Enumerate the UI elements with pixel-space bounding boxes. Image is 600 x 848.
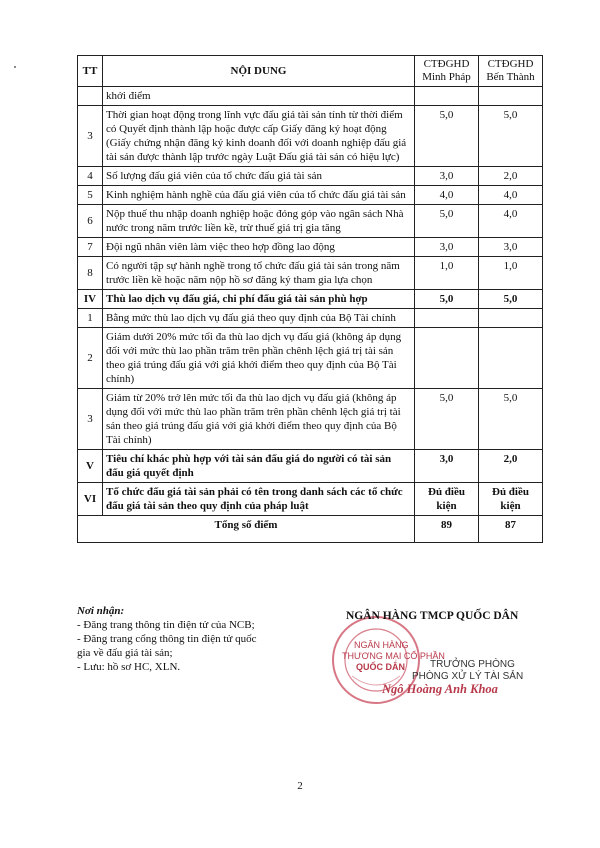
table-header-row xyxy=(78,56,543,87)
recipient-line: - Đăng trang cổng thông tin điện tử quốc gia về đấu giá tài sản; xyxy=(77,633,257,659)
header-minh-phap: CTĐGHD Minh Pháp xyxy=(415,56,479,87)
score-ben-thanh: 3,0 xyxy=(479,238,543,257)
score-minh-phap: 1,0 xyxy=(415,257,479,290)
row-content: Kinh nghiệm hành nghề của đấu giá viên của tổ chức đấu giá tài sản xyxy=(103,186,415,205)
total-row xyxy=(78,516,543,543)
table-row xyxy=(78,389,543,450)
table-row xyxy=(78,309,543,328)
table-row xyxy=(78,290,543,309)
score-minh-phap xyxy=(415,87,479,106)
row-number xyxy=(78,87,103,106)
row-number: 5 xyxy=(78,186,103,205)
row-content: Đội ngũ nhân viên làm việc theo hợp đồng lao động xyxy=(103,238,415,257)
scoring-table xyxy=(77,55,543,543)
signer-name: Ngô Hoàng Anh Khoa xyxy=(382,682,498,696)
table-row xyxy=(78,167,543,186)
role-line: PHÒNG XỬ LÝ TÀI SẢN xyxy=(412,671,524,682)
score-minh-phap: Đủ điều kiện xyxy=(415,483,479,516)
row-content: Có người tập sự hành nghề trong tổ chức đấu giá tài sản trong năm trước liền kề hoặc năm nộp hồ sơ đăng ký tham gia lựa chọn xyxy=(103,257,415,290)
row-number: IV xyxy=(78,290,103,309)
scan-speck xyxy=(14,66,16,68)
row-content: Bằng mức thù lao dịch vụ đấu giá theo quy định của Bộ Tài chính xyxy=(103,309,415,328)
row-content: Nộp thuế thu nhập doanh nghiệp hoặc đóng góp vào ngân sách Nhà nước trong năm trước liền kề, trừ thuế giá trị gia tăng xyxy=(103,205,415,238)
score-minh-phap xyxy=(415,328,479,389)
score-ben-thanh: Đủ điều kiện xyxy=(479,483,543,516)
score-ben-thanh xyxy=(479,87,543,106)
row-number: V xyxy=(78,450,103,483)
score-minh-phap: 5,0 xyxy=(415,389,479,450)
recipient-line: - Lưu: hồ sơ HC, XLN. xyxy=(77,661,181,673)
score-ben-thanh xyxy=(479,309,543,328)
table-row xyxy=(78,257,543,290)
signature-block xyxy=(330,604,570,714)
table-row xyxy=(78,106,543,167)
row-number: 2 xyxy=(78,328,103,389)
row-content: Tổ chức đấu giá tài sản phải có tên trong danh sách các tổ chức đấu giá tài sản theo quy định của pháp luật xyxy=(103,483,415,516)
row-number: 3 xyxy=(78,389,103,450)
row-content: Tiêu chí khác phù hợp với tài sản đấu giá do người có tài sản đấu giá quyết định xyxy=(103,450,415,483)
total-minh-phap: 89 xyxy=(415,516,479,543)
row-content: Thù lao dịch vụ đấu giá, chi phí đấu giá tài sản phù hợp xyxy=(103,290,415,309)
row-content: Giảm dưới 20% mức tối đa thù lao dịch vụ đấu giá (không áp dụng đối với mức thù lao phần trăm trên phần chênh lệch giá trị tài sản theo giá trúng đấu giá với giá khởi điểm theo quy định của Bộ Tài chính) xyxy=(103,328,415,389)
header-ben-thanh: CTĐGHD Bến Thành xyxy=(479,56,543,87)
bank-name: NGÂN HÀNG TMCP QUỐC DÂN xyxy=(346,610,519,622)
table-row xyxy=(78,450,543,483)
row-number: 1 xyxy=(78,309,103,328)
row-content: Số lượng đấu giá viên của tổ chức đấu giá tài sản xyxy=(103,167,415,186)
score-minh-phap: 3,0 xyxy=(415,450,479,483)
recipient-line: - Đăng trang thông tin điện tử của NCB; xyxy=(77,619,255,631)
score-minh-phap: 5,0 xyxy=(415,106,479,167)
score-minh-phap: 5,0 xyxy=(415,290,479,309)
stamp-line: NGÂN HÀNG xyxy=(354,640,409,650)
score-minh-phap: 4,0 xyxy=(415,186,479,205)
stamp-line: QUỐC DÂN xyxy=(356,662,405,672)
score-minh-phap: 3,0 xyxy=(415,167,479,186)
score-ben-thanh: 1,0 xyxy=(479,257,543,290)
table-row xyxy=(78,87,543,106)
total-label: Tổng số điểm xyxy=(78,516,415,543)
table-row xyxy=(78,238,543,257)
role-line: TRƯỞNG PHÒNG xyxy=(430,659,515,670)
score-ben-thanh: 2,0 xyxy=(479,167,543,186)
table-row xyxy=(78,328,543,389)
row-number: 7 xyxy=(78,238,103,257)
score-ben-thanh xyxy=(479,328,543,389)
table-row xyxy=(78,205,543,238)
recipients-block xyxy=(77,604,267,674)
row-content: Thời gian hoạt động trong lĩnh vực đấu giá tài sản tính từ thời điểm có Quyết định thành lập hoặc được cấp Giấy đăng ký hoạt động (Giấy chứng nhận đăng ký kinh doanh đối với doanh nghiệp đấu giá tài sản được thành lập trước ngày Luật Đấu giá tài sản có hiệu lực) xyxy=(103,106,415,167)
score-minh-phap xyxy=(415,309,479,328)
row-number: 3 xyxy=(78,106,103,167)
score-ben-thanh: 5,0 xyxy=(479,290,543,309)
score-ben-thanh: 4,0 xyxy=(479,205,543,238)
score-minh-phap: 5,0 xyxy=(415,205,479,238)
header-content: NỘI DUNG xyxy=(103,56,415,87)
row-content: khởi điểm xyxy=(103,87,415,106)
score-ben-thanh: 5,0 xyxy=(479,106,543,167)
total-ben-thanh: 87 xyxy=(479,516,543,543)
score-minh-phap: 3,0 xyxy=(415,238,479,257)
score-ben-thanh: 2,0 xyxy=(479,450,543,483)
stamp-line: THƯƠNG MẠI CỔ PHẦN xyxy=(342,651,445,661)
recipients-title: Nơi nhận: xyxy=(77,605,125,617)
table-row xyxy=(78,186,543,205)
row-number: VI xyxy=(78,483,103,516)
page-number: 2 xyxy=(297,780,303,792)
row-number: 4 xyxy=(78,167,103,186)
row-number: 8 xyxy=(78,257,103,290)
header-tt: TT xyxy=(78,56,103,87)
row-number: 6 xyxy=(78,205,103,238)
score-ben-thanh: 4,0 xyxy=(479,186,543,205)
table-row xyxy=(78,483,543,516)
score-ben-thanh: 5,0 xyxy=(479,389,543,450)
row-content: Giảm từ 20% trở lên mức tối đa thù lao dịch vụ đấu giá (không áp dụng đối với mức thù lao phần trăm trên phần chênh lệch giá trị tài sản theo giá trúng đấu giá với giá khởi điểm theo quy định của Bộ Tài chính) xyxy=(103,389,415,450)
